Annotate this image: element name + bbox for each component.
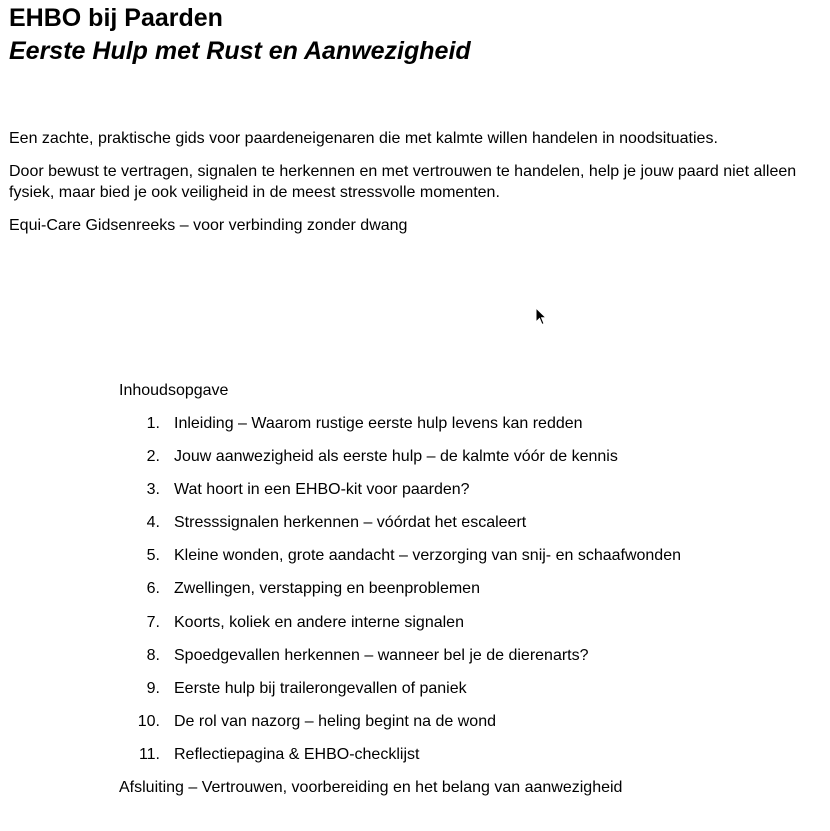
document-title: EHBO bij Paarden <box>9 4 223 32</box>
document-subtitle: Eerste Hulp met Rust en Aanwezigheid <box>9 37 471 65</box>
toc-item-text: Reflectiepagina & EHBO-checklijst <box>174 745 420 763</box>
toc-item-number: 3. <box>146 481 160 499</box>
toc-item-text: De rol van nazorg – heling begint na de wond <box>174 712 496 730</box>
toc-item-number: 1. <box>146 415 160 432</box>
toc-closing: Afsluiting – Vertrouwen, voorbereiding en het belang van aanwezigheid <box>119 779 623 796</box>
toc-item-number: 7. <box>146 613 160 631</box>
toc-item-number: 10. <box>137 712 160 730</box>
toc-item-number: 11. <box>138 745 160 763</box>
toc-item-number: 5. <box>146 547 160 565</box>
mouse-pointer-icon <box>535 307 547 326</box>
toc-item-number: 6. <box>146 580 160 598</box>
toc-item-text: Koorts, koliek en andere interne signalen <box>174 613 464 631</box>
toc-item-number: 8. <box>146 646 160 664</box>
toc-item-number: 4. <box>146 514 160 532</box>
toc-item-number: 9. <box>146 679 160 697</box>
description-paragraph: Door bewust te vertragen, signalen te herkennen en met vertrouwen te handelen, help je jouw paard niet alleen fysiek, maar bied je ook veiligheid in de meest stressvolle momenten. <box>9 163 797 201</box>
toc-item-text: Wat hoort in een EHBO-kit voor paarden? <box>174 481 470 499</box>
intro-paragraph: Een zachte, praktische gids voor paardeneigenaren die met kalmte willen handelen in noodsituaties. <box>9 130 718 147</box>
toc-item-text: Kleine wonden, grote aandacht – verzorging van snij- en schaafwonden <box>174 547 681 565</box>
series-paragraph: Equi-Care Gidsenreeks – voor verbinding zonder dwang <box>9 217 408 234</box>
toc-item-text: Eerste hulp bij trailerongevallen of paniek <box>174 679 467 697</box>
toc-heading: Inhoudsopgave <box>119 382 229 399</box>
toc-item-number: 2. <box>146 448 160 466</box>
toc-item-text: Zwellingen, verstapping en beenproblemen <box>174 580 480 598</box>
toc-item-text: Stresssignalen herkennen – vóórdat het escaleert <box>174 514 527 532</box>
toc-item-text: Jouw aanwezigheid als eerste hulp – de kalmte vóór de kennis <box>174 448 618 466</box>
toc-item-text: Spoedgevallen herkennen – wanneer bel je de dierenarts? <box>174 646 589 664</box>
toc-item-text: Inleiding – Waarom rustige eerste hulp levens kan redden <box>174 415 583 432</box>
